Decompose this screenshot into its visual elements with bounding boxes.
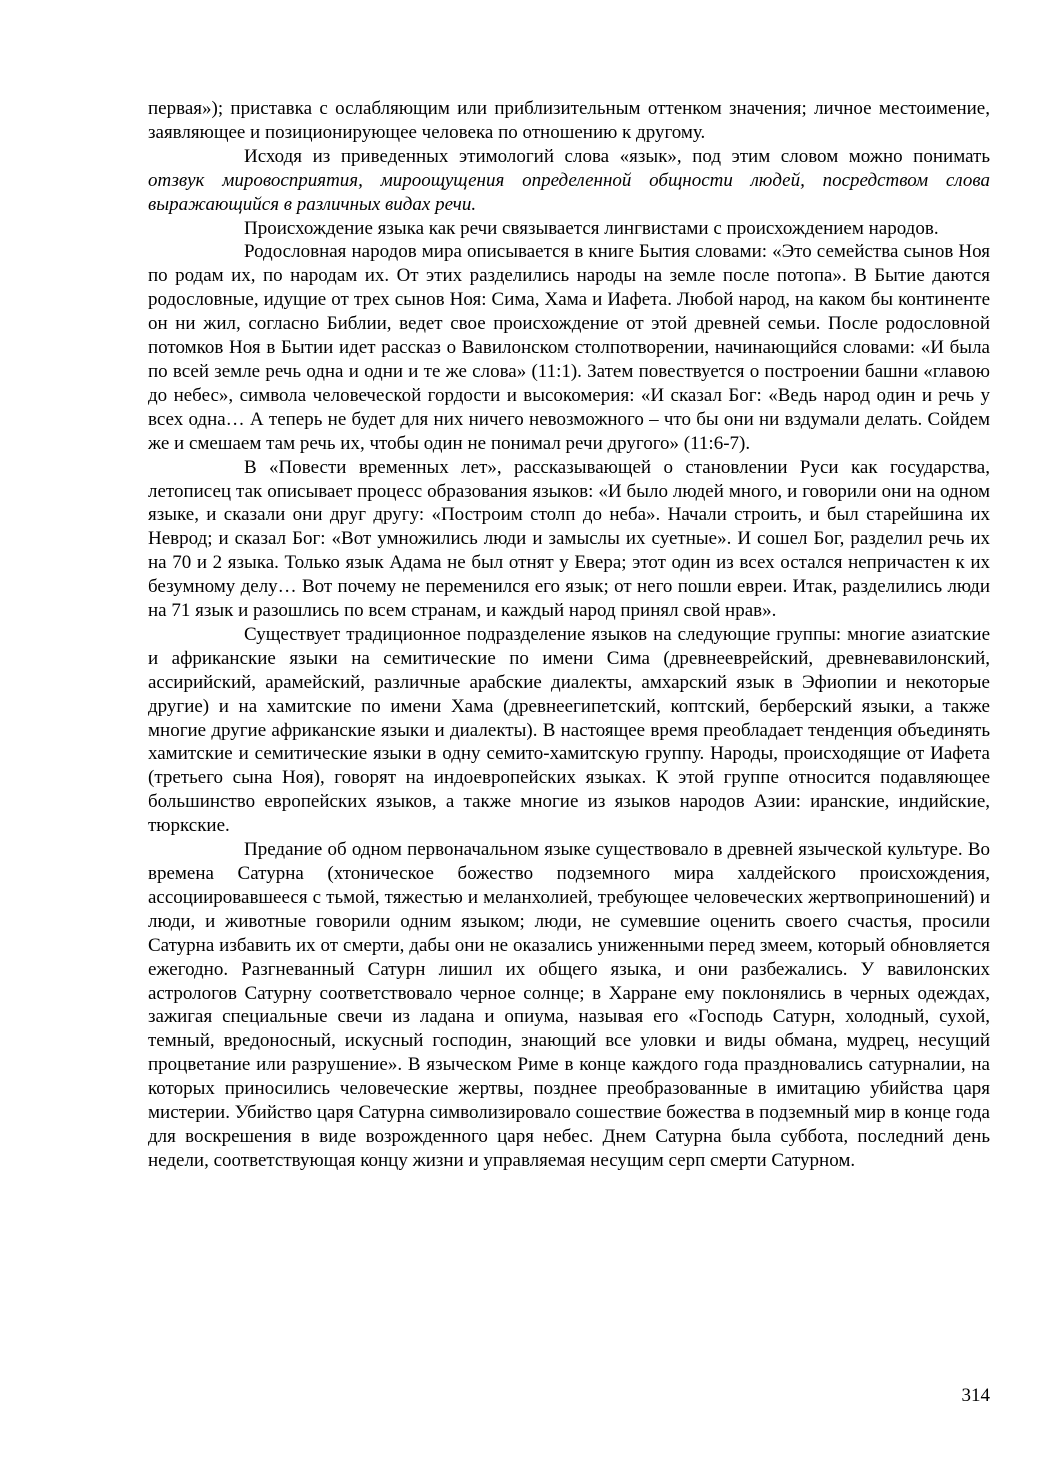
paragraph-saturn-legend: Предание об одном первоначальном языке существовало в древней языческой культуре. Во времена Сатурна (хтоническое божество подземного мира халдейского происхождения, ассоциировавшееся с тьмой, тяжестью и меланхолией, требующее человеческих жертвоприношений) и люди, и животные говорили одним языком; люди, не сумевшие оценить своего счастья, просили Сатурна избавить их от смерти, дабы они не оказались униженными перед змеем, который обновляется ежегодно. Разгневанный Сатурн лишил их общего языка, и они разбежались. У вавилонских астрологов Сатурну соответствовало черное солнце; в Харране ему поклонялись в черных одеждах, зажигая специальные свечи из ладана и опиума, называя его «Господь Сатурн, холодный, сухой, темный, вредоносный, искусный господин, знающий все уловки и виды обмана, мудрец, несущий процветание или разрушение». В языческом Риме в конце каждого года праздновались сатурналии, на которых приносились человеческие жертвы, позднее преобразованные в имитацию убийства царя мистерии. Убийство царя Сатурна символизировало сошествие божества в подземный мир в конце года для воскрешения в виде возрожденного царя небес. Днем Сатурна была суббота, последний день недели, соответствующая концу жизни и управляемая несущим серп смерти Сатурном. — [148, 839, 990, 1171]
paragraph-genesis: Родословная народов мира описывается в книге Бытия словами: «Это семейства сынов Ноя по родам их, по народам их. От этих разделились народы на земле после потопа». В Бытие даются родословные, идущие от трех сынов Ноя: Сима, Хама и Иафета. Любой народ, на каком бы континенте он ни жил, согласно Библии, ведет свое происхождение от этой древней семьи. После родословной потомков Ноя в Бытии идет рассказ о Вавилонском столпотворении, начинающийся словами: «И была по всей земле речь одна и одни и те же слова» (11:1). Затем повествуется о построении башни «главою до небес», символа человеческой гордости и высокомерия: «И сказал Бог: «Ведь народ один и речь у всех одна… А теперь не будет для них ничего невозможного – что бы они ни вздумали делать. Сойдем же и смешаем там речь их, чтобы один не понимал речи другого» (11:6-7). — [148, 241, 990, 454]
page-body — [148, 97, 990, 1173]
page-number: 314 — [961, 1385, 990, 1406]
emphasized-definition: отзвук мировосприятия, мироощущения определенной общности людей, посредством слова выражающийся в различных видах речи. — [148, 169, 990, 215]
paragraph-language-groups: Существует традиционное подразделение языков на следующие группы: многие азиатские и африканские языки на семитические по имени Сима (древнееврейский, древневавилонский, ассирийский, арамейский, различные арабские диалекты, амхарский язык в Эфиопии и некоторые другие) и на хамитские по имени Хама (древнеегипетский, коптский, берберский языки, а также многие другие африканские языки и диалекты). В настоящее время преобладает тенденция объединять хамитские и семитические языки в одну семито-хамитскую группу. Народы, происходящие от Иафета (третьего сына Ноя), говорят на индоевропейских языках. К этой группе относится подавляющее большинство европейских языков, а также многие из языков народов Азии: иранские, индийские, тюркские. — [148, 623, 990, 837]
paragraph-language-origin: Происхождение языка как речи связывается лингвистами с происхождением народов. — [244, 217, 939, 239]
paragraph-etymology-conclusion — [148, 145, 990, 217]
paragraph-tale-of-bygone-years: В «Повести временных лет», рассказывающей о становлении Руси как государства, летописец так описывает процесс образования языков: «И было людей много, и говорили они на одном языке, и сказали они друг другу: «Построим столп до неба». Начали строить, и был старейшина их Неврод; и сказал Бог: «Вот умножились люди и замыслы их суетные». И сошел Бог, разделил речь их на 70 и 2 языка. Только язык Адама не был отнят у Евера; этот один из всех остался непричастен к их безумному делу… Вот почему не переменился его язык; от него пошли евреи. Итак, разделились люди на 71 язык и разошлись по всем странам, и каждый народ принял свой нрав». — [148, 456, 990, 622]
paragraph-text: Исходя из приведенных этимологий слова «язык», под этим словом можно понимать — [244, 145, 990, 167]
paragraph-continuation: первая»); приставка с ослабляющим или приблизительным оттенком значения; личное местоимение, заявляющее и позиционирующее человека по отношению к другому. — [148, 98, 990, 143]
